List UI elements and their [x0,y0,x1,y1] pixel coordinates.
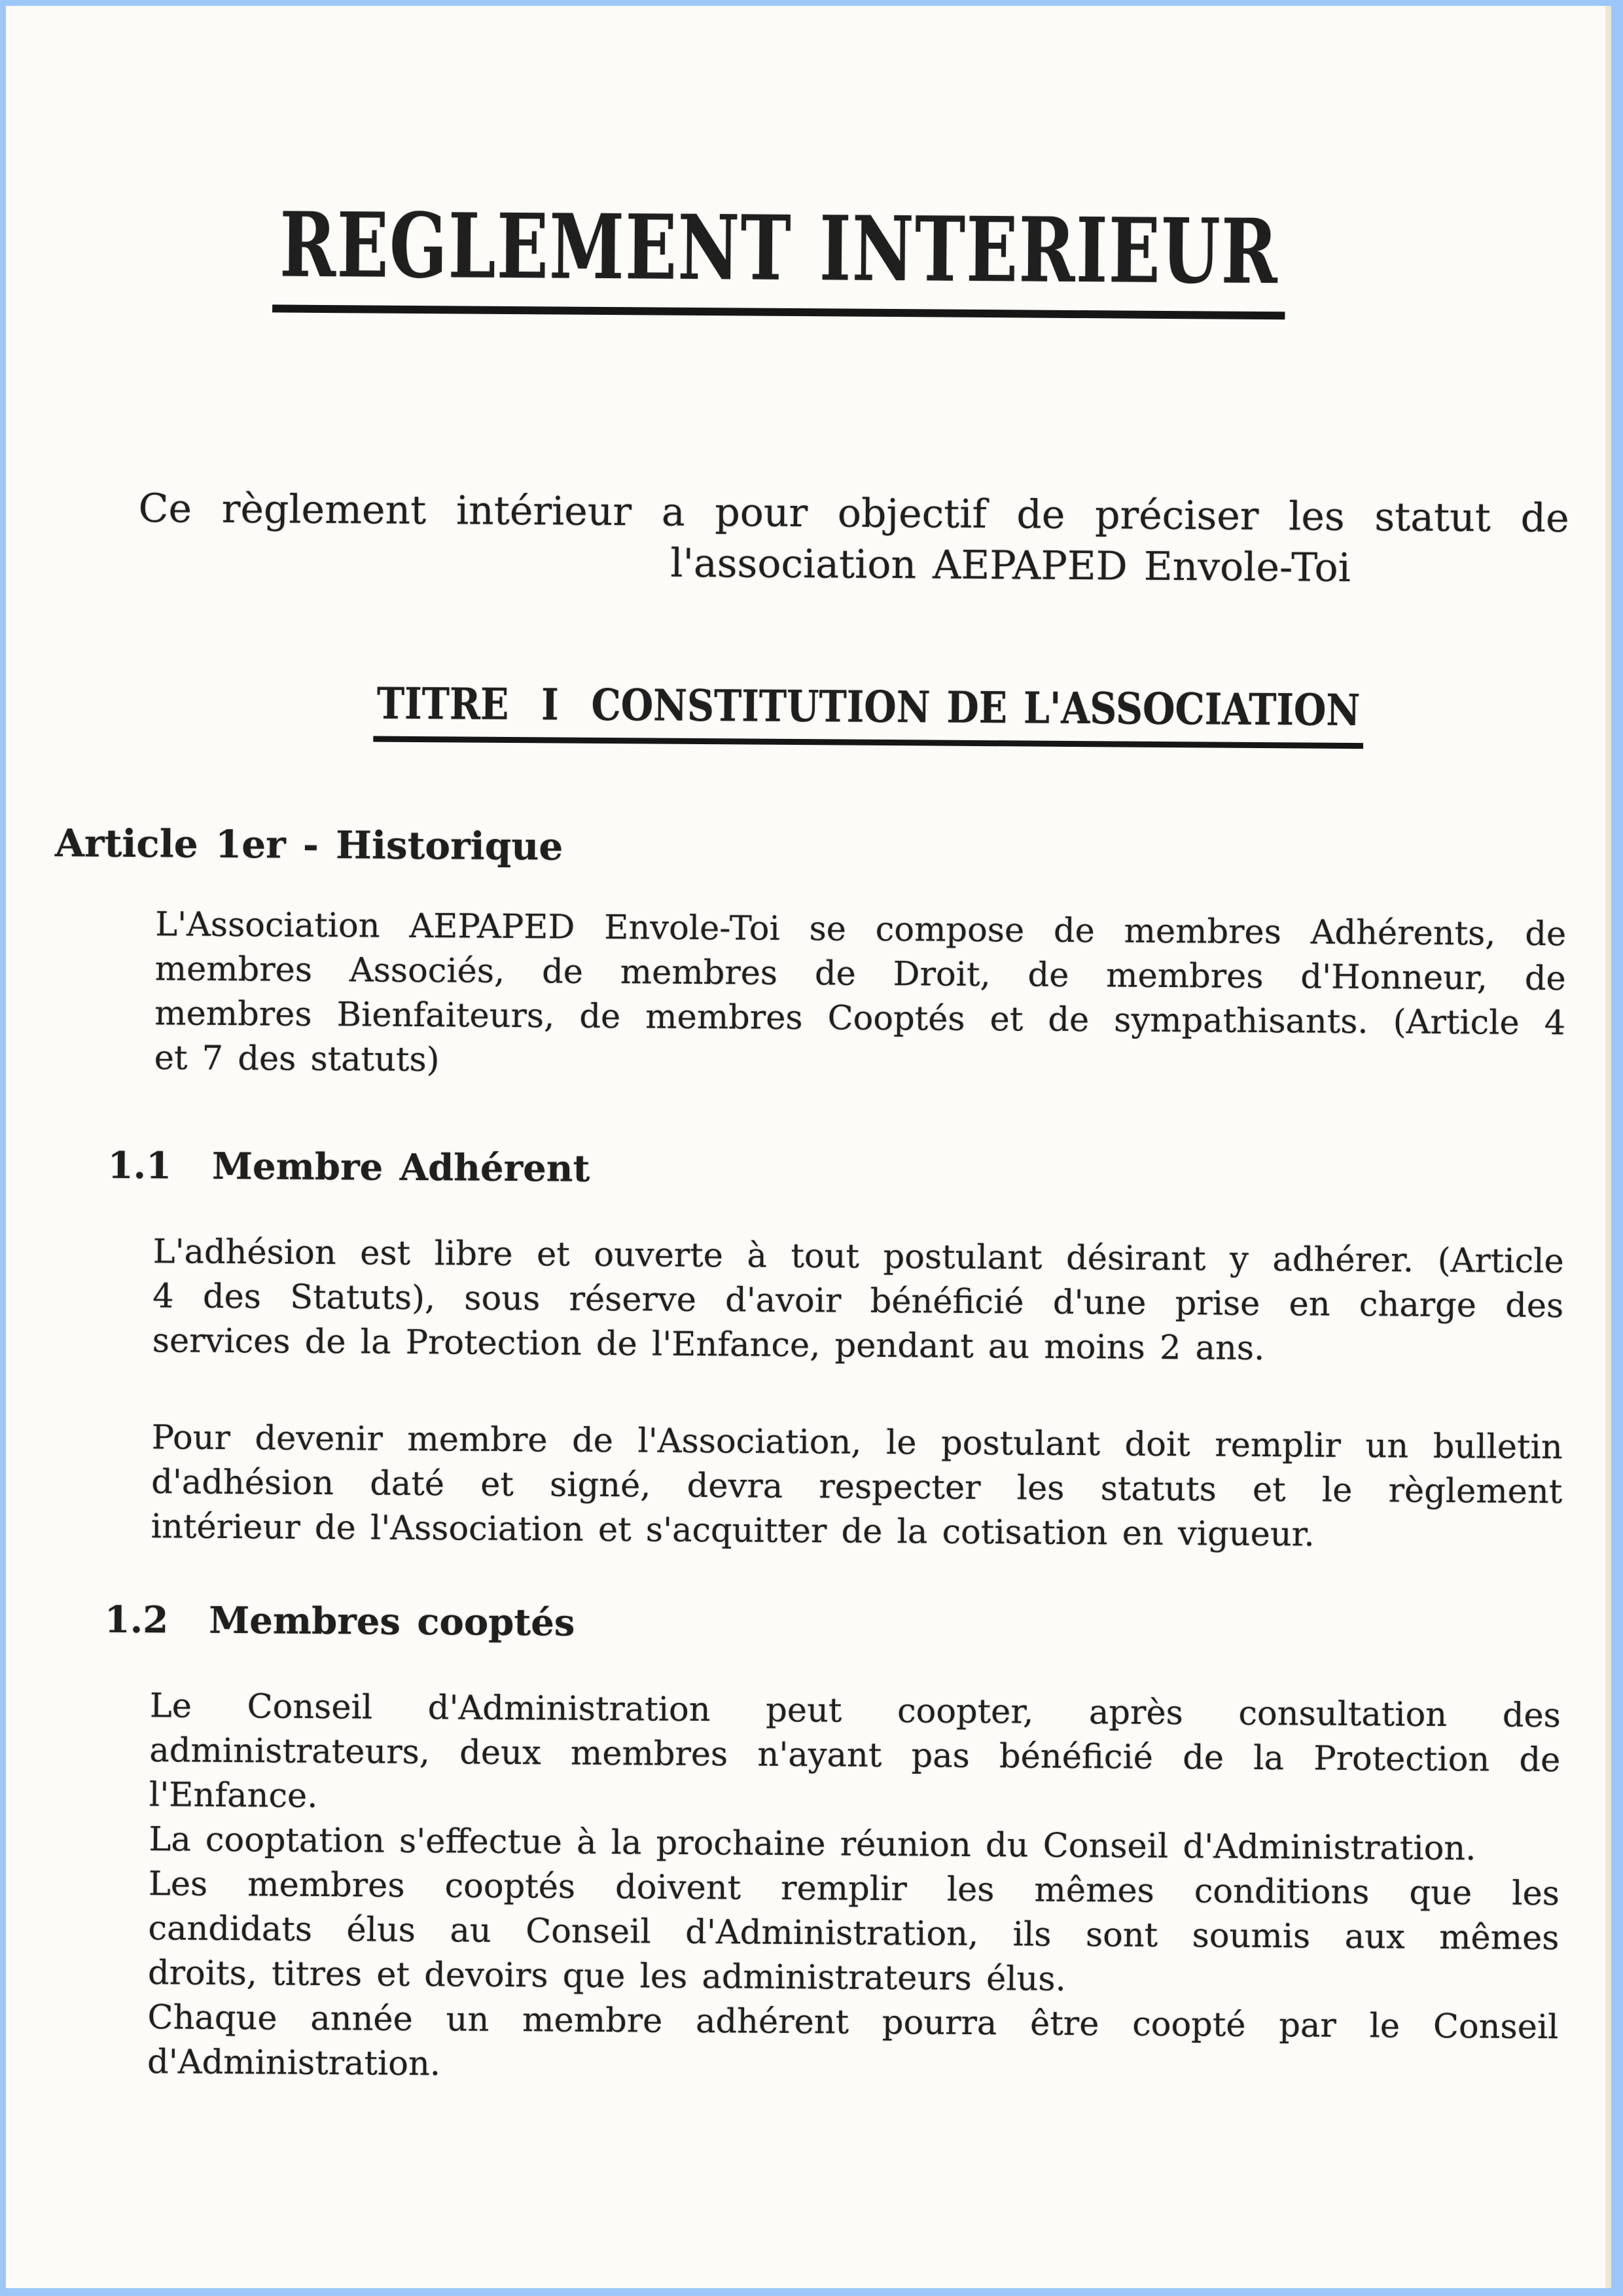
paragraph-line: La cooptation s'effectue à la prochaine réunion du Conseil d'Administration. [149,1820,1476,1869]
paragraph-line: administrateurs, deux membres n'ayant pas bénéficié de la Protection de [149,1731,1561,1780]
section-1-1-number: 1.1 [107,1143,172,1188]
paragraph-line: d'Administration. [147,2043,441,2084]
titre-1-heading-block [1,675,1606,751]
section-1-2-number: 1.2 [104,1598,169,1642]
paragraph-line: L'adhésion est libre et ouverte à tout postulant désirant y adhérer. (Article [152,1232,1564,1282]
paragraph-line: Pour devenir membre de l'Association, le postulant doit remplir un bulletin [151,1418,1563,1467]
paragraph-line: droits, titres et devoirs que les administrateurs élus. [147,1954,1066,1999]
section-1-1-title: Membre Adhérent [211,1144,590,1191]
intro-paragraph [138,483,1569,595]
paragraph-line: membres Associés, de membres de Droit, de membres d'Honneur, de [154,950,1566,999]
paragraph-line: membres Bienfaiteurs, de membres Cooptés et de sympathisants. (Article 4 [154,994,1566,1043]
paragraph-line: 4 des Statuts), sous réserve d'avoir bénéficié d'une prise en charge des [152,1277,1564,1326]
section-1-1-paragraph-2 [151,1416,1563,1559]
paragraph-line: services de la Protection de l'Enfance, pendant au moins 2 ans. [152,1321,1265,1369]
document-title-block [4,6,1611,322]
paragraph-line: intérieur de l'Association et s'acquitter de la cotisation en vigueur. [151,1507,1315,1554]
paragraph-line: Chaque année un membre adhérent pourra être coopté par le Conseil [147,1998,1559,2047]
paragraph-line: candidats élus au Conseil d'Administration, ils sont soumis aux mêmes [148,1909,1560,1958]
section-1-1-heading [107,1142,1602,1200]
document-title: REGLEMENT INTERIEUR [272,196,1285,319]
paragraph-line: et 7 des statuts) [154,1039,440,1080]
section-1-2-heading [105,1596,1599,1654]
article-1-heading: Article 1er - Historique [54,821,563,869]
section-1-2-paragraph [147,1684,1561,2094]
paragraph-line: Les membres cooptés doivent remplir les mêmes conditions que les [148,1865,1560,1914]
paragraph-line: l'Enfance. [149,1776,318,1816]
paragraph-line: Le Conseil d'Administration peut coopter, après consultation des [149,1687,1561,1736]
document-content [0,6,1611,2095]
paragraph-line: Ce règlement intérieur a pour objectif de préciser les statut de [138,486,1569,542]
paragraph-line: d'adhésion daté et signé, devra respecter les statuts et le règlement [151,1463,1563,1512]
section-1-2-title: Membres cooptés [208,1598,575,1645]
paragraph-line: l'association AEPAPED Envole-Toi [670,540,1351,591]
article-1-paragraph [154,903,1567,1090]
section-1-1-paragraph-1 [152,1230,1564,1373]
titre-1-heading: TITRE I CONSTITUTION DE L'ASSOCIATION [374,677,1364,749]
paragraph-line: L'Association AEPAPED Envole-Toi se compose de membres Adhérents, de [154,905,1567,954]
